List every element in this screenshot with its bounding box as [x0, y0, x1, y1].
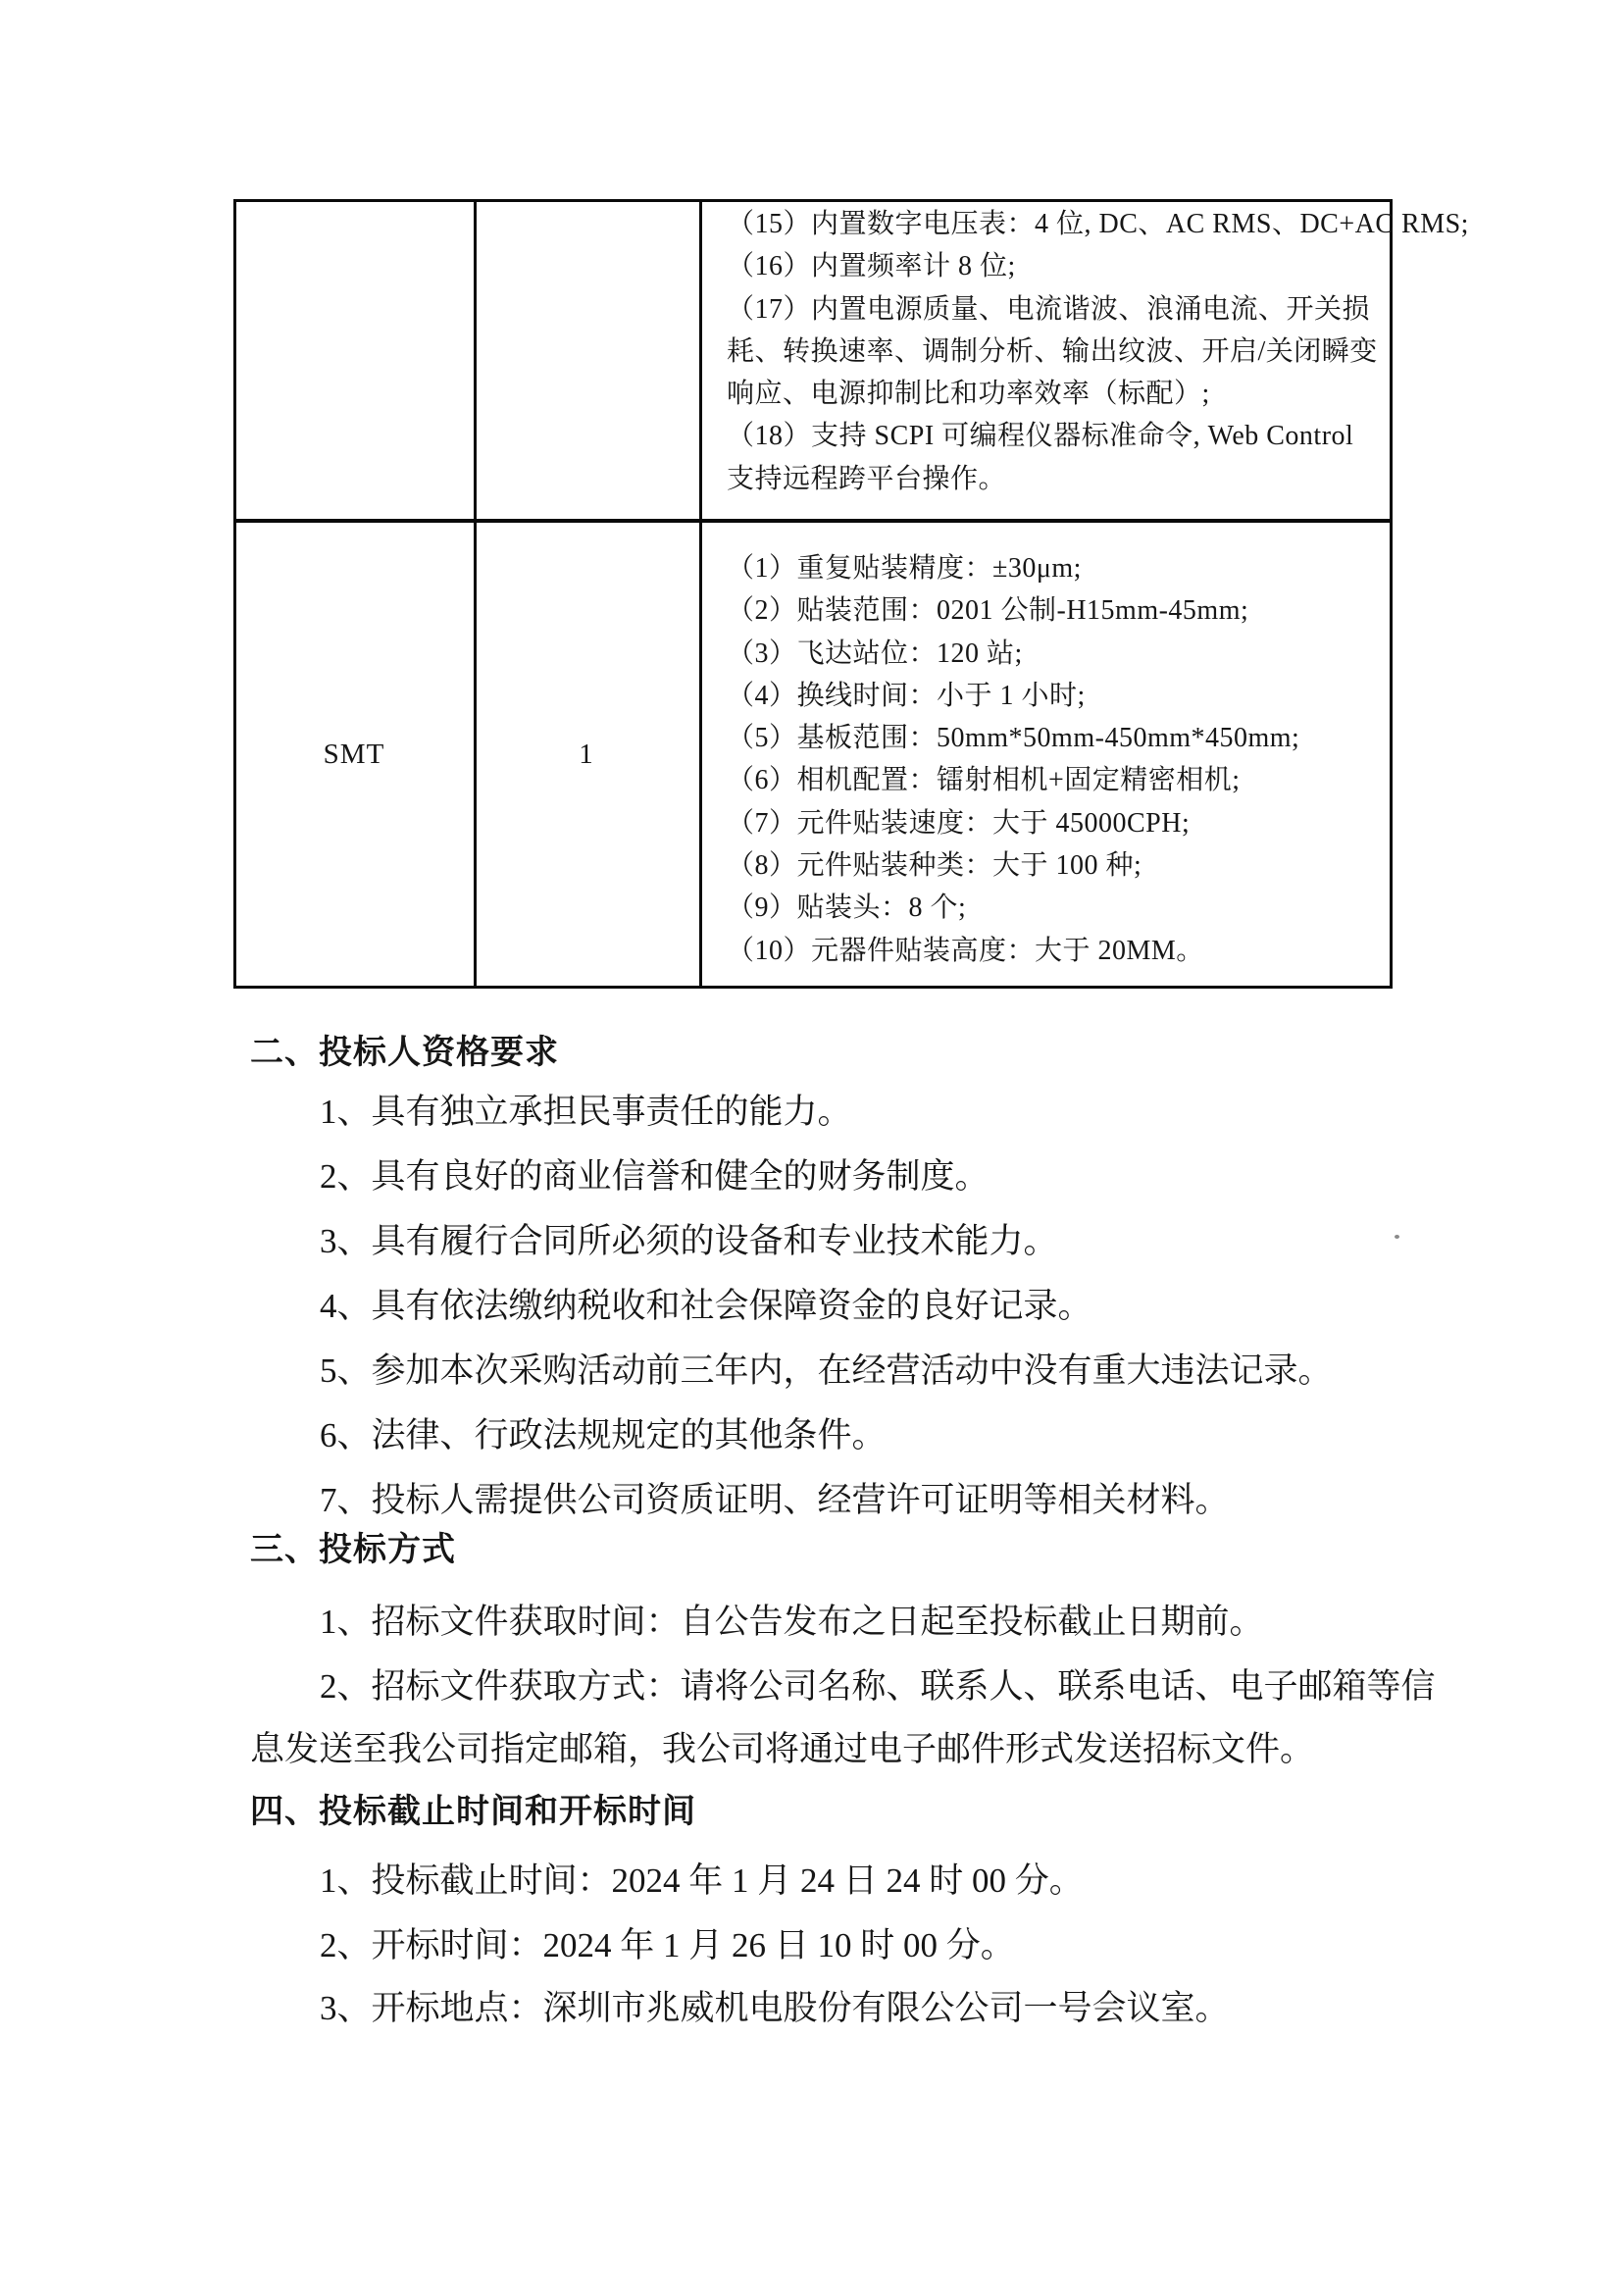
table-cell-quantity: 1 [579, 738, 594, 770]
spec-line: 支持远程跨平台操作。 [727, 463, 1007, 494]
table-cell-qty-row1 [477, 202, 696, 516]
spec-line: （18）支持 SCPI 可编程仪器标准命令, Web Control [727, 421, 1354, 452]
spec-line: （1）重复贴装精度：±30μm; [727, 553, 1082, 584]
spec-line: （2）贴装范围：0201 公制-H15mm-45mm; [727, 595, 1249, 627]
spec-line: （3）飞达站位：120 站; [727, 637, 1023, 669]
section-heading: 二、投标人资格要求 [250, 1035, 559, 1071]
table-cell-name-row1 [236, 202, 472, 516]
spec-line: 响应、电源抑制比和功率效率（标配）; [727, 379, 1210, 410]
section-item: 3、开标地点：深圳市兆威机电股份有限公公司一号会议室。 [320, 1989, 1230, 2027]
section-item: 1、招标文件获取时间：自公告发布之日起至投标截止日期前。 [320, 1603, 1264, 1641]
spec-line: 耗、转换速率、调制分析、输出纹波、开启/关闭瞬变 [727, 335, 1378, 367]
table-cell-equipment-name: SMT [323, 738, 385, 770]
spec-line: （7）元件贴装速度：大于 45000CPH; [727, 807, 1191, 839]
section-item: 4、具有依法缴纳税收和社会保障资金的良好记录。 [320, 1287, 1092, 1325]
table-cell-spec-row2 [727, 547, 1386, 972]
section-heading: 三、投标方式 [250, 1532, 456, 1568]
section-item: 2、具有良好的商业信誉和健全的财务制度。 [320, 1157, 990, 1196]
spec-line: （16）内置频率计 8 位; [727, 251, 1016, 282]
spec-line: （17）内置电源质量、电流谐波、浪涌电流、开关损 [727, 293, 1371, 325]
section-item: 1、投标截止时间：2024 年 1 月 24 日 24 时 00 分。 [320, 1861, 1084, 1900]
spec-line: （6）相机配置：镭射相机+固定精密相机; [727, 765, 1241, 796]
scan-speck [1395, 1235, 1399, 1239]
section-item: 3、具有履行合同所必须的设备和专业技术能力。 [320, 1222, 1058, 1260]
spec-line: （9）贴装头：8 个; [727, 892, 967, 924]
section-item: 2、招标文件获取方式：请将公司名称、联系人、联系电话、电子邮箱等信 [320, 1667, 1436, 1706]
spec-line: （4）换线时间：小于 1 小时; [727, 680, 1086, 711]
table-cell-spec-row1 [727, 203, 1469, 500]
spec-line: （15）内置数字电压表：4 位, DC、AC RMS、DC+AC RMS; [727, 209, 1469, 239]
spec-line: （5）基板范围：50mm*50mm-450mm*450mm; [727, 723, 1300, 754]
section-item: 6、法律、行政法规规定的其他条件。 [320, 1416, 887, 1454]
spec-line: （8）元件贴装种类：大于 100 种; [727, 850, 1142, 882]
section-item-continuation: 息发送至我公司指定邮箱，我公司将通过电子邮件形式发送招标文件。 [250, 1730, 1315, 1768]
spec-table-column-divider-2 [699, 199, 702, 989]
section-heading: 四、投标截止时间和开标时间 [250, 1794, 696, 1830]
section-item: 5、参加本次采购活动前三年内，在经营活动中没有重大违法记录。 [320, 1351, 1333, 1390]
spec-line: （10）元器件贴装高度：大于 20MM。 [727, 935, 1204, 966]
section-item: 1、具有独立承担民事责任的能力。 [320, 1093, 852, 1131]
section-item: 2、开标时间：2024 年 1 月 26 日 10 时 00 分。 [320, 1926, 1015, 1964]
section-item: 7、投标人需提供公司资质证明、经营许可证明等相关材料。 [320, 1481, 1230, 1519]
